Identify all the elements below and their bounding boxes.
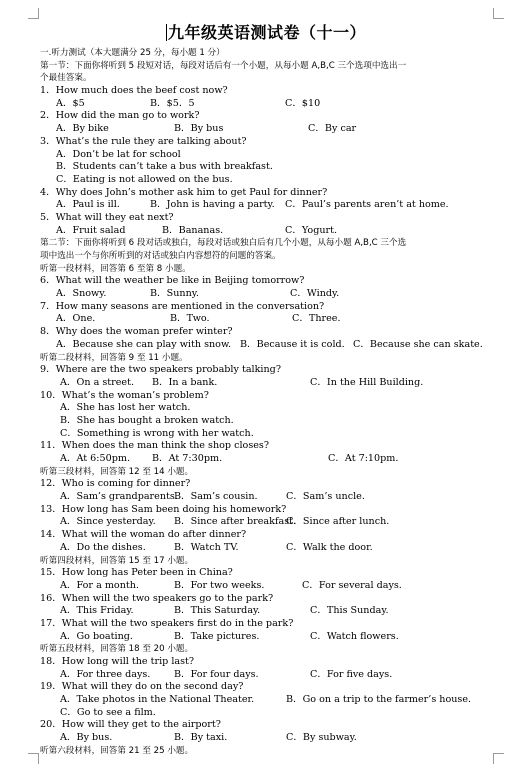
option-b: B．She has bought a broken watch. [60,414,234,426]
option-b: B．In a bank. [152,376,218,388]
option-a: A．Because she can play with snow. [56,338,232,350]
options-row [40,453,490,466]
question: 20．How will they get to the airport? [40,719,221,731]
option-a: A．By bike [56,123,109,135]
option-c: C．Eating is not allowed on the bus. [56,173,233,185]
option-b: B．For four days. [174,668,259,680]
option-b: B．This Saturday. [174,605,261,617]
option-a: A．Fruit salad [56,224,126,236]
question: 5．What will they eat next? [40,211,174,223]
option-c: C．Paul’s parents aren’t at home. [285,199,449,211]
option-c: C．Go to see a film. [60,706,156,718]
page-corner-mark [28,8,39,19]
option-b: B．Students can’t take a bus with breakfast. [56,161,273,173]
question: 17．What will the two speakers first do in the park? [40,617,294,629]
option-b: B．John is having a party. [150,199,275,211]
option-c: C．$10 [285,97,321,109]
options-row [40,605,490,618]
option-b: B．Sunny. [150,288,199,300]
options-row [40,580,490,593]
option-a: A．Take photos in the National Theater. [60,694,255,706]
question: 9．Where are the two speakers probably talking? [40,364,281,376]
option-a: A．By bus. [60,732,113,744]
options-row [40,123,490,136]
option-a: A．This Friday. [60,605,134,617]
question: 11．When does the man think the shop closes? [40,440,269,452]
group-instruction: 听第三段材料，回答第 12 至 14 小题。 [40,466,194,477]
question: 6．What will the weather be like in Beijing tomorrow? [40,275,305,287]
question: 2．How did the man go to work? [40,110,200,122]
question: 4．Why does John’s mother ask him to get Paul for dinner? [40,186,328,198]
question: 14．What will the woman do after dinner? [40,529,247,541]
option-b: B．Since after breakfast. [174,516,297,528]
option-b: B．Watch TV. [174,541,239,553]
option-b: B．Bananas. [162,224,224,236]
section-header: 一.听力测试（本大题满分 25 分，每小题 1 分） [40,48,225,58]
options-row [40,288,490,301]
options-row [40,98,490,111]
question: 8．Why does the woman prefer winter? [40,326,233,338]
option-b: B．Two. [170,313,210,325]
option-a: A．For a month. [60,579,139,591]
page-corner-mark [493,753,504,764]
option-a: A．Paul is ill. [56,199,120,211]
question: 15．How long has Peter been in China? [40,567,233,579]
option-c: C．Because she can skate. [353,338,483,350]
option-b: B．At 7:30pm. [152,453,223,464]
question: 12．Who is coming for dinner? [40,478,191,490]
options-row [40,199,490,212]
question: 7．How many seasons are mentioned in the conversation? [40,300,325,312]
question: 3．What’s the rule they are talking about? [40,135,247,147]
options-row [40,313,490,326]
options-row [40,694,490,707]
question: 19．What will they do on the second day? [40,681,244,693]
option-c: C．Three. [292,313,341,325]
group-instruction: 听第四段材料，回答第 15 至 17 小题。 [40,555,194,566]
question: 13．How long has Sam been doing his homework? [40,503,287,515]
option-c: C．At 7:10pm. [328,453,399,464]
part2-intro-line: 第二节：下面你将听到 6 段对话或独白，每段对话或独白后有几个小题，从每小题 A,B,C 三个选 [40,238,407,249]
document-title: 九年级英语测试卷（十一） [167,23,366,42]
option-a: A．$5 [56,97,85,109]
option-b: B．$5．5 [150,97,195,109]
option-a: A．She has lost her watch. [60,402,191,414]
question: 1．How much does the beef cost now? [40,85,228,97]
part1-intro-line: 个最佳答案。 [40,73,92,84]
option-c: C．Since after lunch. [286,516,390,528]
options-row [40,377,490,390]
option-a: A．Go boating. [60,630,133,642]
option-a: A．One. [56,313,96,325]
option-c: C．Windy. [290,288,340,300]
option-c: C．Watch flowers. [310,630,399,642]
option-b: B．Take pictures. [174,630,260,642]
option-c: C．In the Hill Building. [310,376,424,388]
option-b: B．Go on a trip to the farmer’s house. [286,694,472,706]
option-a: A．For three days. [60,668,151,680]
options-row [40,669,490,682]
group-instruction: 听第五段材料，回答第 18 至 20 小题。 [40,644,194,655]
options-row [40,542,490,555]
option-a: A．Don’t be lat for school [56,148,181,160]
option-c: C．This Sunday. [310,605,389,617]
options-row [40,491,490,504]
option-a: A．Sam’s grandparents. [60,491,178,503]
page-corner-mark [493,8,504,19]
options-row [40,631,490,644]
option-c: C．By car [308,123,357,135]
option-a: A．At 6:50pm. [60,453,131,464]
option-c: C．For five days. [310,668,393,680]
text-cursor [166,24,167,41]
document-title-wrap [0,20,532,43]
group-instruction: 听第六段材料，回答第 21 至 25 小题。 [40,745,194,756]
options-row [40,732,490,745]
options-row [40,225,490,238]
group-instruction: 听第二段材料，回答第 9 至 11 小题。 [40,352,188,363]
option-a: A．Since yesterday. [60,516,156,528]
option-c: C．By subway. [286,732,357,744]
option-c: C．For several days. [302,579,402,591]
option-a: A．On a street. [60,376,135,388]
option-b: B．Because it is cold. [240,338,345,350]
option-c: C．Sam’s uncle. [286,491,365,503]
option-a: A．Snowy. [56,288,107,300]
options-row [40,339,490,352]
option-a: A．Do the dishes. [60,541,146,553]
question: 10．What’s the woman’s problem? [40,389,209,401]
group-instruction: 听第一段材料，回答第 6 至第 8 小题。 [40,263,191,274]
document-body [40,47,490,758]
question: 16．When will the two speakers go to the park? [40,592,274,604]
option-c: C．Something is wrong with her watch. [60,427,254,439]
part1-intro-line: 第一节：下面你将听到 5 段短对话，每段对话后有一个小题，从每小题 A,B,C 三个选项中选出一 [40,60,407,71]
option-c: C．Walk the door. [286,541,373,553]
option-b: B．Sam’s cousin. [174,491,258,503]
option-b: B．By bus [174,123,224,135]
option-b: B．By taxi. [174,732,228,744]
option-c: C．Yogurt. [285,224,338,236]
options-row [40,516,490,529]
option-b: B．For two weeks. [174,579,265,591]
part2-intro-line: 项中选出一个与你所听到的对话或独白内容想符的问题的答案。 [40,251,281,261]
page-corner-mark [28,753,39,764]
question: 18．How long will the trip last? [40,656,195,667]
